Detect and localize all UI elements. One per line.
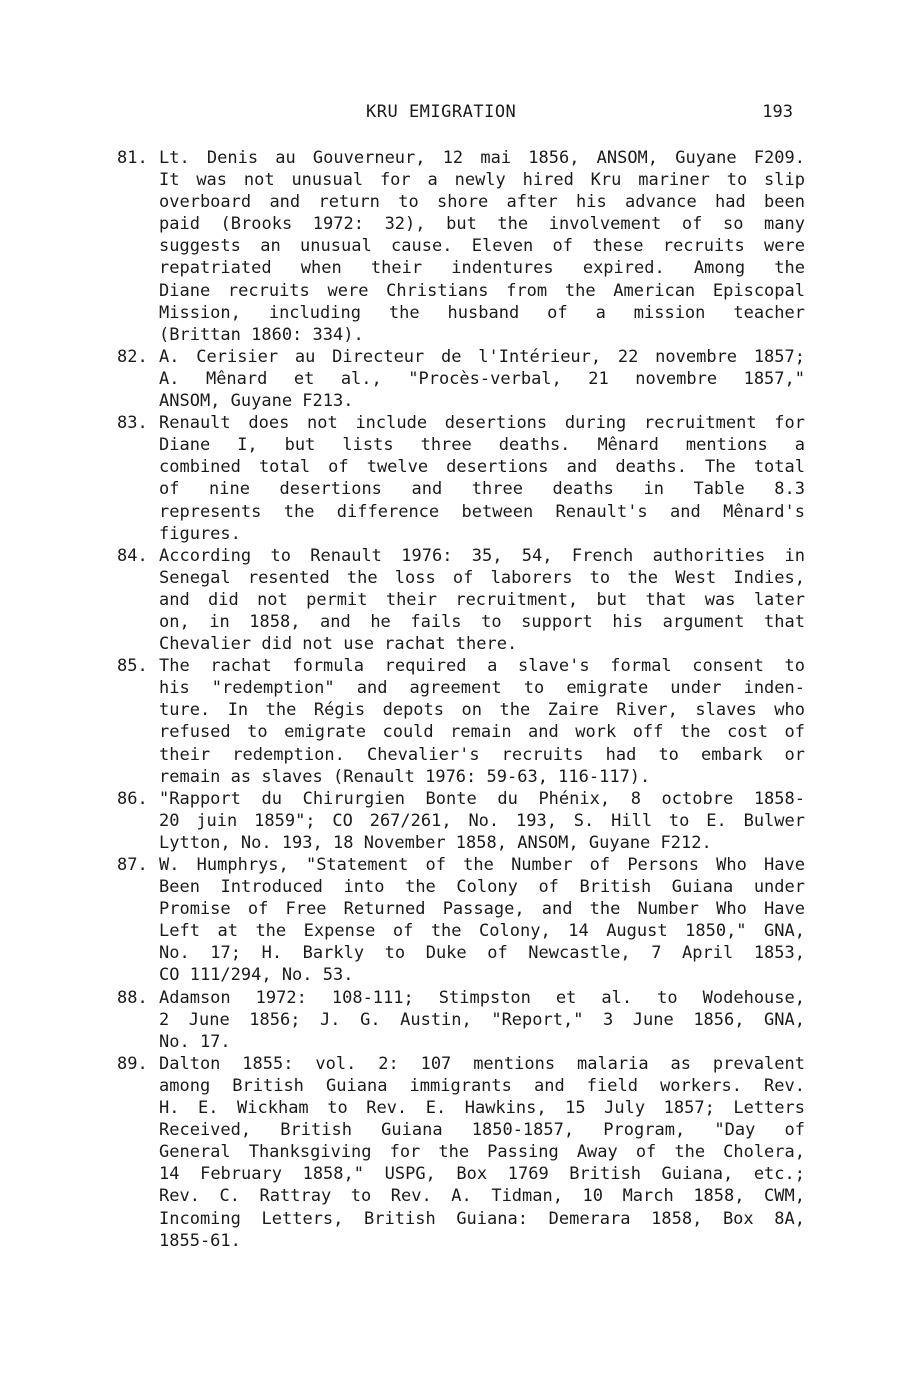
- endnote-line: ture. In the Régis depots on the Zaire River, slaves who: [159, 700, 805, 721]
- running-header: [366, 102, 793, 128]
- endnote-line: figures.: [159, 523, 241, 544]
- endnote-line: paid (Brooks 1972: 32), but the involvement of so many: [159, 214, 805, 235]
- endnote-number: 85.: [117, 656, 148, 677]
- endnote-line: According to Renault 1976: 35, 54, French authorities in: [159, 545, 805, 566]
- endnote-line: Dalton 1855: vol. 2: 107 mentions malaria as prevalent: [159, 1053, 805, 1074]
- endnote-line: 1855-61.: [159, 1230, 241, 1251]
- endnote-text: [159, 545, 805, 655]
- endnote-line: "Rapport du Chirurgien Bonte du Phénix, 8 octobre 1858-: [159, 788, 805, 809]
- endnote-number: 88.: [117, 987, 148, 1008]
- endnote-line: remain as slaves (Renault 1976: 59-63, 116-117).: [159, 766, 651, 787]
- endnote: [117, 788, 805, 854]
- endnote-text: [159, 788, 805, 854]
- endnote-line: W. Humphrys, "Statement of the Number of Persons Who Have: [159, 855, 805, 875]
- endnotes-list: [117, 147, 805, 1252]
- endnote-line: CO 111/294, No. 53.: [159, 965, 354, 986]
- endnote-line: Promise of Free Returned Passage, and the Number Who Have: [159, 899, 805, 920]
- endnote-line: Incoming Letters, British Guiana: Demerara 1858, Box 8A,: [159, 1208, 805, 1229]
- endnote-line: refused to emigrate could remain and work off the cost of: [159, 722, 805, 743]
- endnote-line: 14 February 1858," USPG, Box 1769 British Guiana, etc.;: [159, 1164, 805, 1185]
- endnote-line: on, in 1858, and he fails to support his argument that: [159, 611, 805, 632]
- endnote: [117, 1053, 805, 1252]
- endnote-text: [159, 147, 805, 346]
- endnote-line: represents the difference between Renault's and Mênard's: [159, 501, 805, 522]
- endnote-line: repatriated when their indentures expired. Among the: [159, 258, 805, 279]
- endnote-line: among British Guiana immigrants and field workers. Rev.: [159, 1075, 805, 1096]
- endnote-line: A. Mênard et al., "Procès-verbal, 21 novembre 1857,": [159, 368, 805, 389]
- endnote-line: Been Introduced into the Colony of British Guiana under: [159, 877, 805, 898]
- endnote-text: [159, 854, 805, 987]
- endnote-line: Senegal resented the loss of laborers to the West Indies,: [159, 567, 805, 588]
- endnote-number: 89.: [117, 1053, 148, 1074]
- endnote-line: and did not permit their recruitment, but that was later: [159, 589, 805, 610]
- endnote-line: Rev. C. Rattray to Rev. A. Tidman, 10 March 1858, CWM,: [159, 1186, 805, 1207]
- endnote-line: ANSOM, Guyane F213.: [159, 391, 354, 412]
- endnote-line: The rachat formula required a slave's formal consent to: [159, 656, 805, 677]
- endnote-line: No. 17; H. Barkly to Duke of Newcastle, 7 April 1853,: [159, 943, 805, 964]
- endnote-number: 86.: [117, 788, 148, 809]
- endnote: [117, 545, 805, 655]
- endnote-line: 2 June 1856; J. G. Austin, "Report," 3 June 1856, GNA,: [159, 1009, 805, 1030]
- endnote-line: A. Cerisier au Directeur de l'Intérieur, 22 novembre 1857;: [159, 346, 805, 367]
- page-number: 193: [762, 102, 793, 122]
- endnote-line: his "redemption" and agreement to emigrate under inden-: [159, 678, 805, 699]
- endnote-line: H. E. Wickham to Rev. E. Hawkins, 15 July 1857; Letters: [159, 1098, 805, 1119]
- endnote-line: (Brittan 1860: 334).: [159, 324, 364, 345]
- endnote: [117, 412, 805, 545]
- endnote-line: Chevalier did not use rachat there.: [159, 634, 518, 655]
- endnote-line: Adamson 1972: 108-111; Stimpston et al. to Wodehouse,: [159, 987, 805, 1008]
- endnote-line: It was not unusual for a newly hired Kru mariner to slip: [159, 170, 805, 191]
- running-title: KRU EMIGRATION: [366, 102, 517, 122]
- endnote-text: [159, 346, 805, 412]
- endnote-number: 81.: [117, 148, 148, 168]
- endnote-line: 20 juin 1859"; CO 267/261, No. 193, S. Hill to E. Bulwer: [159, 810, 805, 831]
- endnote-line: overboard and return to shore after his advance had been: [159, 192, 805, 213]
- endnote-line: General Thanksgiving for the Passing Away of the Cholera,: [159, 1142, 805, 1163]
- endnote-number: 84.: [117, 545, 148, 566]
- endnote: [117, 655, 805, 788]
- endnote-line: Diane I, but lists three deaths. Mênard mentions a: [159, 435, 805, 456]
- endnote-line: of nine desertions and three deaths in Table 8.3: [159, 479, 805, 500]
- endnote-line: No. 17.: [159, 1031, 231, 1052]
- endnote-line: suggests an unusual cause. Eleven of these recruits were: [159, 236, 805, 257]
- endnote-text: [159, 987, 805, 1053]
- endnote-number: 83.: [117, 413, 148, 434]
- endnote-line: Renault does not include desertions during recruitment for: [159, 413, 805, 434]
- endnote-text: [159, 1053, 805, 1252]
- endnote-line: Lytton, No. 193, 18 November 1858, ANSOM, Guyane F212.: [159, 832, 712, 853]
- endnote-line: Received, British Guiana 1850-1857, Program, "Day of: [159, 1120, 805, 1141]
- endnote-number: 82.: [117, 346, 148, 367]
- endnote-text: [159, 412, 805, 545]
- endnote: [117, 346, 805, 412]
- endnote-text: [159, 655, 805, 788]
- endnote-line: Mission, including the husband of a mission teacher: [159, 302, 805, 323]
- endnote: [117, 854, 805, 987]
- endnote-line: combined total of twelve desertions and deaths. The total: [159, 457, 805, 478]
- endnote: [117, 147, 805, 346]
- endnote-line: Left at the Expense of the Colony, 14 August 1850," GNA,: [159, 921, 805, 942]
- endnote-line: their redemption. Chevalier's recruits had to embark or: [159, 744, 805, 765]
- endnote-line: Lt. Denis au Gouverneur, 12 mai 1856, ANSOM, Guyane F209.: [159, 148, 805, 168]
- endnote-line: Diane recruits were Christians from the American Episcopal: [159, 280, 805, 301]
- endnote-number: 87.: [117, 855, 148, 875]
- endnote: [117, 987, 805, 1053]
